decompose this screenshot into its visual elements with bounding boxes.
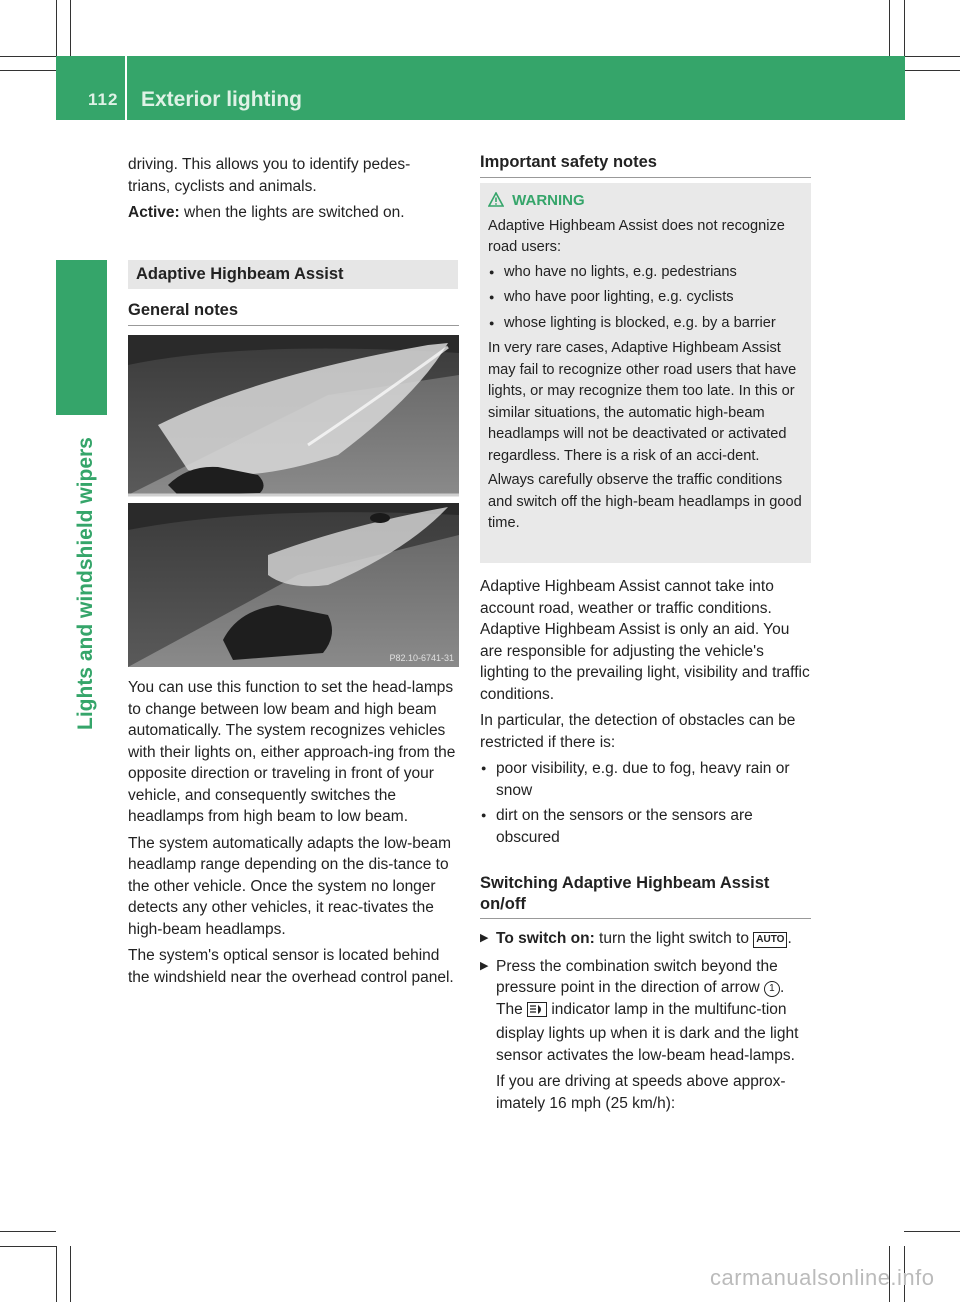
obstacle-list-item: ● dirt on the sensors or the sensors are obscured: [480, 805, 812, 848]
paragraph: The system automatically adapts the low-beam headlamp range depending on the dis-tance to the other vehicle. Once the system no longer detects any other vehicles, it reac-tivates the high-beam headlamps.: [128, 834, 452, 938]
warning-list-item: ● who have poor lighting, e.g. cyclists: [488, 287, 806, 309]
header-divider: [125, 56, 127, 120]
warning-title: WARNING: [512, 192, 585, 209]
crop-mark: [904, 70, 960, 71]
crop-mark: [70, 1246, 71, 1302]
section-heading: Adaptive Highbeam Assist: [128, 260, 458, 289]
warning-list: [488, 262, 806, 335]
warning-content: [488, 190, 806, 538]
highbeam-illustration: [128, 335, 459, 667]
main-text-left: [128, 677, 460, 993]
obstacle-list: [480, 758, 812, 848]
step2-speed-note: If you are driving at speeds above approx-imately 16 mph (25 km/h):: [496, 1073, 786, 1112]
section-title: Exterior lighting: [141, 88, 303, 111]
watermark: carmanualsonline.info: [710, 1265, 935, 1290]
headlamp-assist-icon: [527, 1002, 547, 1024]
crop-mark: [70, 0, 71, 56]
intro-text: [128, 154, 460, 229]
crop-mark: [904, 1231, 960, 1232]
arrow-number-badge: 1: [764, 981, 780, 997]
step-item: ▶ To switch on: turn the light switch to AUTO .: [480, 928, 812, 950]
warning-title-row: [488, 190, 806, 212]
crop-mark: [0, 1231, 56, 1232]
warning-paragraph: Always carefully observe the traffic conditions and switch off the high-beam headlamps in good time.: [488, 472, 802, 531]
paragraph: Adaptive Highbeam Assist cannot take into account road, weather or traffic conditions. Adaptive Highbeam Assist is only an aid. You are responsible for adjusting the vehicle's lighting to the prevailing light, visibility and traffic conditions.: [480, 578, 810, 703]
figure-code: P82.10-6741-31: [389, 653, 454, 663]
crop-mark: [904, 0, 905, 56]
step1-label: To switch on:: [496, 930, 595, 947]
main-text-right: [480, 576, 812, 852]
paragraph: You can use this function to set the head-lamps to change between low beam and high beam automatically. The system recognizes vehicles with their lights on, either approach-ing from the opposite direction or traveling in front of your vehicle, and consequently switches the headlamps from high beam to low beam.: [128, 679, 456, 825]
crop-mark: [904, 56, 960, 57]
side-tab-label-wrap: [66, 430, 106, 730]
intro-paragraph: driving. This allows you to identify pedes-trians, cyclists and animals.: [128, 156, 411, 195]
active-label: Active:: [128, 204, 180, 221]
step-list: [480, 928, 812, 1114]
side-tab: [56, 260, 107, 415]
step2-text: Press the combination switch beyond the pressure point in the direction of arrow: [496, 957, 778, 996]
general-notes-heading: General notes: [128, 301, 239, 319]
obstacle-list-item: ● poor visibility, e.g. due to fog, heavy rain or snow: [480, 758, 812, 801]
safety-rule: [480, 177, 811, 178]
bottom-panel: [128, 503, 459, 667]
step1-text: turn the light switch to: [599, 930, 749, 947]
paragraph: The system's optical sensor is located behind the windshield near the overhead control panel.: [128, 947, 454, 986]
heading-rule: [128, 325, 459, 326]
side-tab-label: Lights and windshield wipers: [74, 437, 97, 730]
safety-heading: Important safety notes: [480, 153, 657, 171]
crop-mark: [56, 0, 57, 56]
switch-heading: Switching Adaptive Highbeam Assist on/off: [480, 874, 770, 913]
active-line: [128, 202, 460, 224]
step-item: ▶ Press the combination switch beyond the pressure point in the direction of arrow 1 . The indicator lamp in the multifunc-tion display lights up when it is dark and the light sensor activates the low-beam head-lamps. If you are driving at speeds above approx-imately 16 mph (25 km/h):: [480, 956, 812, 1115]
switch-rule: [480, 918, 811, 919]
page-number: 112: [88, 90, 119, 109]
crop-mark: [889, 0, 890, 56]
warning-list-item: ● who have no lights, e.g. pedestrians: [488, 262, 806, 284]
warning-list-item: ● whose lighting is blocked, e.g. by a barrier: [488, 313, 806, 335]
switch-steps: [480, 928, 812, 1120]
top-panel: [128, 335, 459, 495]
crop-mark: [0, 1246, 56, 1247]
crop-mark: [0, 70, 56, 71]
crop-mark: [56, 1246, 57, 1302]
active-text: when the lights are switched on.: [184, 204, 405, 221]
crop-mark: [0, 56, 56, 57]
warning-paragraph: In very rare cases, Adaptive Highbeam Assist may fail to recognize other road users that have lights, or may recognize them too late. In this or similar situations, the automatic high-beam headlamps will not be deactivated or activated regardless. There is a risk of an acci-dent.: [488, 340, 797, 464]
warning-intro: Adaptive Highbeam Assist does not recognize road users:: [488, 217, 785, 255]
warning-box: [480, 183, 811, 563]
step2-cont: indicator lamp in the multifunc-tion display lights up when it is dark and the light sensor activates the low-beam head-lamps.: [496, 1000, 799, 1064]
paragraph: In particular, the detection of obstacles can be restricted if there is:: [480, 712, 796, 751]
warning-triangle-icon: [488, 192, 504, 207]
step2-the: The: [496, 1000, 523, 1018]
auto-symbol: AUTO: [753, 932, 787, 948]
